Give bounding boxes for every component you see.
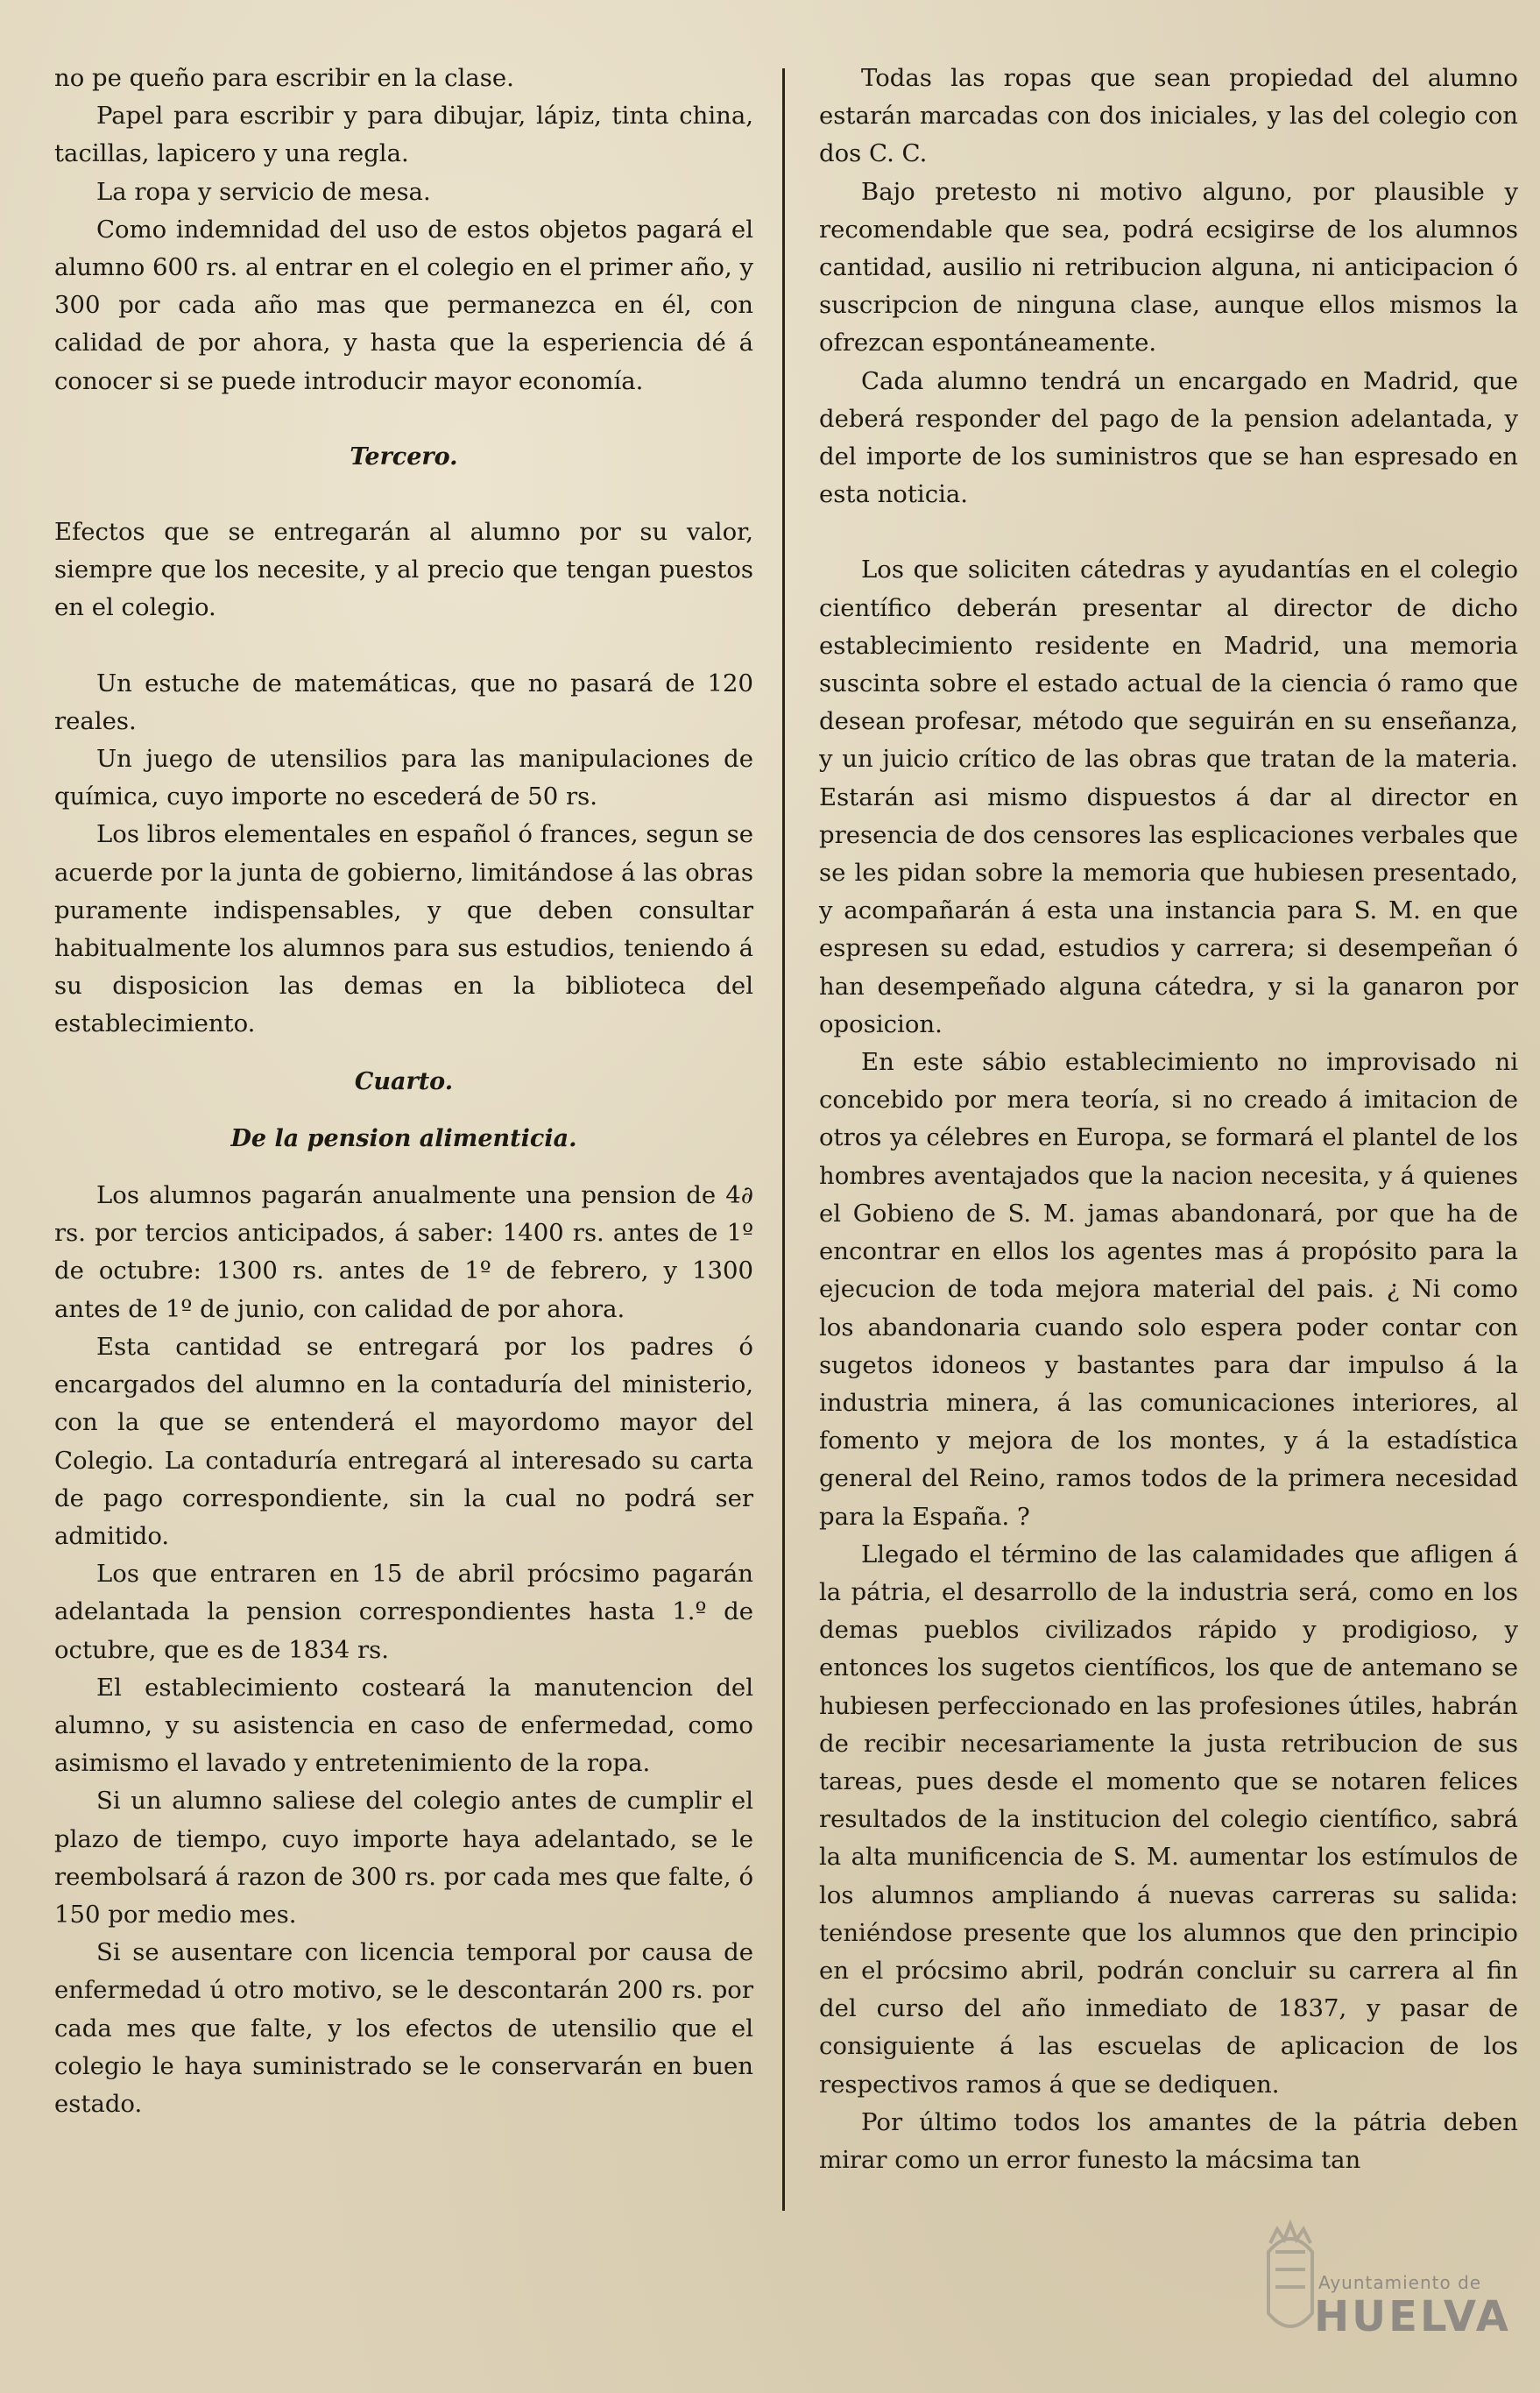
paragraph: Un estuche de matemáticas, que no pasará de 120 reales. xyxy=(54,669,753,735)
paragraph: Papel para escribir y para dibujar, lápiz, tinta china, tacillas, lapicero y una regla. xyxy=(54,102,753,168)
spacer xyxy=(54,1101,753,1120)
watermark-line1: Ayuntamiento de xyxy=(1318,2272,1482,2293)
paragraph: Bajo pretesto ni motivo alguno, por plausible y recomendable que sea, podrá ecsigirse de los alumnos cantidad, ausilio ni retribucion alguna, ni anticipacion ó suscripcion de ninguna clase, aunque ellos mismos la ofrezcan espontáneamente. xyxy=(819,177,1518,358)
paragraph: La ropa y servicio de mesa. xyxy=(96,177,431,206)
column-divider xyxy=(782,68,785,2211)
paragraph: Esta cantidad se entregará por los padres ó encargados del alumno en la contaduría del ministerio, con la que se entenderá el mayordomo mayor del Colegio. La contaduría entregará al interesado su carta de pago correspondiente, sin la cual no podrá ser admitido. xyxy=(54,1332,753,1550)
section-heading: Cuarto. xyxy=(354,1067,454,1095)
paragraph: Un juego de utensilios para las manipulaciones de química, cuyo importe no escederá de 50 rs. xyxy=(54,745,753,811)
left-column xyxy=(54,60,753,2123)
paragraph: Por último todos los amantes de la pátria deben mirar como un error funesto la mácsima tan xyxy=(819,2107,1518,2174)
paragraph: Los que entraren en 15 de abril prócsimo pagarán adelantada la pension correspondientes hasta 1.º de octubre, que es de 1834 rs. xyxy=(54,1560,753,1664)
spacer xyxy=(54,1044,753,1063)
spacer xyxy=(54,400,753,438)
paragraph: Los alumnos pagarán anualmente una pension de 4∂ rs. por tercios anticipados, á saber: 1400 rs. antes de 1º de octubre: 1300 rs. antes de 1º de febrero, y 1300 antes de 1º de junio, con calidad de por ahora. xyxy=(54,1181,753,1323)
paragraph: Como indemnidad del uso de estos objetos pagará el alumno 600 rs. al entrar en el colegio en el primer año, y 300 por cada año mas que permanezca en él, con calidad de por ahora, y hasta que la esperiencia dé á conocer si se puede introducir mayor economía. xyxy=(54,215,753,395)
paragraph: El establecimiento costeará la manutencion del alumno, y su asistencia en caso de enfermedad, como asimismo el lavado y entretenimiento de la ropa. xyxy=(54,1673,753,1778)
paragraph: Llegado el término de las calamidades que afligen á la pátria, el desarrollo de la industria será, como en los demas pueblos civilizados rápido y prodigioso, y entonces los sugetos científicos, los que de antemano se hubiesen perfeccionado en las profesiones útiles, habrán de recibir necesariamente la justa retribucion de sus tareas, pues desde el momento que se notaren felices resultados de la institucion del colegio científico, sabrá la alta munificencia de S. M. aumentar los estímulos de los alumnos ampliando á nuevas carreras su salida: teniéndose presente que los alumnos que den principio en el prócsimo abril, podrán concluir su carrera al fin del curso del año inmediato de 1837, y pasar de consiguiente á las escuelas de aplicacion de los respectivos ramos á que se dediquen. xyxy=(819,1540,1518,2099)
spacer xyxy=(819,513,1518,551)
paragraph: Todas las ropas que sean propiedad del alumno estarán marcadas con dos iniciales, y las del colegio con dos C. C. xyxy=(819,64,1518,168)
paragraph: Efectos que se entregarán al alumno por su valor, siempre que los necesite, y al precio que tengan puestos en el colegio. xyxy=(54,518,753,622)
paragraph: Si se ausentare con licencia temporal por causa de enfermedad ú otro motivo, se le descontarán 200 rs. por cada mes que falte, y los efectos de utensilio que el colegio le haya suministrado se le conservarán en buen estado. xyxy=(54,1938,753,2118)
spacer xyxy=(54,1158,753,1177)
section-heading: Tercero. xyxy=(350,442,458,471)
paragraph: Si un alumno saliese del colegio antes de cumplir el plazo de tiempo, cuyo importe haya adelantado, se le reembolsará á razon de 300 rs. por cada mes que falte, ó 150 por medio mes. xyxy=(54,1787,753,1929)
paragraph: Los que soliciten cátedras y ayudantías en el colegio científico deberán presentar al director de dicho establecimiento residente en Madrid, una memoria suscinta sobre el estado actual de la ciencia ó ramo que desean profesar, método que seguirán en su enseñanza, y un juicio crítico de las obras que tratan de la materia. Estarán asi mismo dispuestos á dar al director en presencia de dos censores las esplicaciones verbales que se les pidan sobre la memoria que hubiesen presentado, y acompañarán á esta una instancia para S. M. en que espresen su edad, estudios y carrera; si desempeñan ó han desempeñado alguna cátedra, y si la ganaron por oposicion. xyxy=(819,556,1518,1038)
spacer xyxy=(54,627,753,665)
paragraph: no pe queño para escribir en la clase. xyxy=(54,64,514,92)
paragraph: Cada alumno tendrá un encargado en Madrid, que deberá responder del pago de la pension adelantada, y del importe de los suministros que se han espresado en esta noticia. xyxy=(819,366,1518,509)
section-heading: De la pension alimenticia. xyxy=(230,1124,577,1152)
right-column xyxy=(819,60,1518,2179)
paragraph: En este sábio establecimiento no improvisado ni concebido por mera teoría, si no creado á imitacion de otros ya célebres en Europa, se formará el plantel de los hombres aventajados que la nacion necesita, y á quienes el Gobieno de S. M. jamas abandonará, por que ha de encontrar en ellos los agentes mas á propósito para la ejecucion de toda mejora material del pais. ¿ Ni como los abandonaria cuando solo espera poder contar con sugetos idoneos y bastantes para dar impulso á la industria minera, á las comunicaciones interiores, al fomento y mejora de los montes, y á la estadística general del Reino, ramos todos de la primera necesidad para la España. ? xyxy=(819,1048,1518,1531)
spacer xyxy=(54,476,753,513)
watermark-line2: HUELVA xyxy=(1314,2292,1511,2341)
paragraph: Los libros elementales en español ó frances, segun se acuerde por la junta de gobierno, limitándose á las obras puramente indispensables, y que deben consultar habitualmente los alumnos para sus estudios, teniendo á su disposicion las demas en la biblioteca del establecimiento. xyxy=(54,820,753,1038)
